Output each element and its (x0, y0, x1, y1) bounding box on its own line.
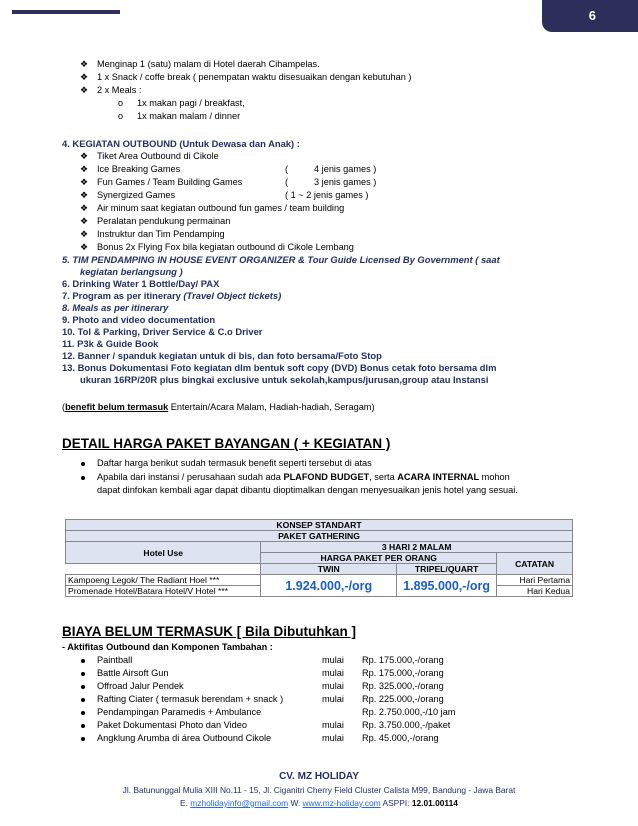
outbound-detail: 4 jenis games ) (314, 164, 377, 174)
detail-bullet-cont: dapat dinfokan kembali agar dapat dibantu dioptimalkan dengan menyesuaikan jenis hotel yang sesuai. (97, 485, 518, 495)
outbound-item: Peralatan pendukung permainan (97, 216, 231, 226)
outbound-item: Bonus 2x Flying Fox bila kegiatan outbound di Cikole Lembang (97, 242, 354, 252)
outbound-detail: 3 jenis games ) (314, 177, 377, 187)
outbound-title: 4. KEGIATAN OUTBOUND (Untuk Dewasa dan Anak) : (62, 138, 300, 149)
footer-company: CV. MZ HOLIDAY (279, 771, 359, 782)
biaya-item-name: Battle Airsoft Gun (97, 668, 169, 678)
footer-contact: E. mzholidayinfo@gmail.com W. www.mz-holiday.com ASPPI: 12.01.00114 (180, 798, 458, 808)
benefit-item-13: 13. Bonus Dokumentasi Foto kegiatan dlm bentuk soft copy (DVD) Bonus cetak foto bersama dlm (62, 362, 497, 373)
biaya-heading: BIAYA BELUM TERMASUK [ Bila Dibutuhkan ] (62, 624, 357, 639)
meal-item: 2 x Meals : (97, 85, 142, 95)
diamond-bullet-icon: ❖ (80, 190, 89, 200)
biaya-item-name: Paket Dokumentasi Photo dan Video (97, 720, 247, 730)
benefit-item-12: 12. Banner / spanduk kegiatan untuk di bis, dan foto bersama/Foto Stop (62, 350, 382, 361)
table-tripel: TRIPEL/QUART (397, 564, 497, 575)
outbound-item: Ice Breaking Games (97, 164, 181, 174)
footer-address: Jl. Batununggal Mulia XIII No.11 - 15, Jl. Ciganitri Cherry Field Cluster Calista M99, Bandung - Jawa Barat (122, 785, 516, 795)
biaya-item-mulai: mulai (322, 720, 344, 730)
diamond-bullet-icon: ❖ (80, 151, 89, 161)
diamond-bullet-icon: ❖ (80, 164, 89, 174)
table-catatan: CATATAN (497, 553, 573, 575)
detail-bullet: Daftar harga berikut sudah termasuk benefit seperti tersebut di atas (97, 458, 372, 468)
biaya-item-mulai: mulai (322, 694, 344, 704)
dot-bullet-icon (81, 462, 85, 466)
benefit-item-6: 6. Drinking Water 1 Bottle/Day/ PAX (62, 278, 220, 289)
circle-bullet-icon: o (118, 98, 124, 108)
benefit-item-7: 7. Program as per itinerary (Travel Object tickets) (62, 290, 282, 301)
diamond-bullet-icon: ❖ (80, 72, 89, 82)
dot-bullet-icon (81, 685, 85, 689)
table-twin: TWIN (261, 564, 397, 575)
outbound-item: Tiket Area Outbound di Cikole (97, 151, 219, 161)
dot-bullet-icon (81, 659, 85, 663)
diamond-bullet-icon: ❖ (80, 229, 89, 239)
benefit-item-10: 10. Tol & Parking, Driver Service & C.o Driver (62, 326, 263, 337)
dot-bullet-icon (81, 711, 85, 715)
biaya-item-name: Paintball (97, 655, 133, 665)
benefit-item-11: 11. P3k & Guide Book (62, 338, 159, 349)
benefit-note: (benefit belum termasuk Entertain/Acara Malam, Hadiah-hadiah, Seragam) (62, 402, 375, 412)
dot-bullet-icon (81, 724, 85, 728)
table-row (66, 575, 573, 586)
biaya-item-price: Rp. 175.000,-/orang (362, 655, 444, 665)
biaya-subtitle: - Aktifitas Outbound dan Komponen Tambahan : (62, 642, 273, 652)
meal-item: 1 x Snack / coffe break ( penempatan waktu disesuaikan dengan kebutuhan ) (97, 72, 412, 82)
diamond-bullet-icon: ❖ (80, 177, 89, 187)
table-durasi: 3 HARI 2 MALAM (261, 542, 573, 553)
dot-bullet-icon (81, 672, 85, 676)
diamond-bullet-icon: ❖ (80, 85, 89, 95)
biaya-item-name: Rafting Ciater ( termasuk berendam + snack ) (97, 694, 284, 704)
table-konsep: KONSEP STANDART (66, 520, 573, 531)
biaya-item-name: Pendampingan Paramedis + Ambulance (97, 707, 262, 717)
biaya-item-name: Offroad Jalur Pendek (97, 681, 184, 691)
price-table (65, 519, 573, 597)
benefit-item-13-cont: ukuran 16RP/20R plus bingkai exclusive untuk sekolah,kampus/jurusan,group atau Instansi (80, 374, 489, 385)
outbound-item: Synergized Games (97, 190, 176, 200)
outbound-paren: ( (285, 164, 289, 174)
web-link[interactable]: www.mz-holiday.com (302, 798, 381, 808)
biaya-item-price: Rp. 3.750.000,-/paket (362, 720, 451, 730)
biaya-item-mulai: mulai (322, 733, 344, 743)
table-harga-header: HARGA PAKET PER ORANG (261, 553, 497, 564)
diamond-bullet-icon: ❖ (80, 59, 89, 69)
benefit-item-5: 5. TIM PENDAMPING IN HOUSE EVENT ORGANIZER & Tour Guide Licensed By Government ( saat (62, 254, 500, 265)
dot-bullet-icon (81, 698, 85, 702)
diamond-bullet-icon: ❖ (80, 203, 89, 213)
outbound-item: Instruktur dan Tim Pendamping (97, 229, 225, 239)
meal-item: Menginap 1 (satu) malam di Hotel daerah Cihampelas. (97, 59, 320, 69)
diamond-bullet-icon: ❖ (80, 242, 89, 252)
detail-bullet: Apabila dari instansi / perusahaan sudah ada PLAFOND BUDGET, serta ACARA INTERNAL mohon (97, 472, 510, 482)
biaya-item-price: Rp. 175.000,-/orang (362, 668, 444, 678)
biaya-item-price: Rp. 325.000,-/orang (362, 681, 444, 691)
table-hotel-use: Hotel Use (66, 542, 261, 564)
dot-bullet-icon (81, 476, 85, 480)
biaya-item-mulai: mulai (322, 655, 344, 665)
page-number: 6 (542, 0, 638, 32)
outbound-item: Air minum saat kegiatan outbound fun games / team building (97, 203, 345, 213)
row-note: Hari Pertama (497, 575, 573, 586)
tripel-price: 1.895.000,-/org (397, 575, 497, 597)
biaya-item-price: Rp. 225.000,-/orang (362, 694, 444, 704)
biaya-item-price: Rp. 45.000,-/orang (362, 733, 439, 743)
meal-sub-item: 1x makan malam / dinner (137, 111, 241, 121)
biaya-item-mulai: mulai (322, 668, 344, 678)
outbound-paren: ( (285, 177, 289, 187)
benefit-item-8: 8. Meals as per itinerary (62, 302, 169, 313)
outbound-detail: ( 1 ~ 2 jenis games ) (285, 190, 369, 200)
biaya-item-name: Angklung Arumba di área Outbound Cikole (97, 733, 272, 743)
biaya-item-price: Rp. 2.750.000,-/10 jam (362, 707, 456, 717)
biaya-item-mulai: mulai (322, 681, 344, 691)
hotel-name: Kampoeng Legok/ The Radiant Hoel *** (66, 575, 261, 586)
outbound-item: Fun Games / Team Building Games (97, 177, 243, 187)
detail-heading: DETAIL HARGA PAKET BAYANGAN ( + KEGIATAN ) (62, 436, 391, 451)
benefit-item-9: 9. Photo and video documentation (62, 314, 216, 325)
meal-sub-item: 1x makan pagi / breakfast, (137, 98, 245, 108)
dot-bullet-icon (81, 737, 85, 741)
benefit-item-5-cont: kegiatan berlangsung ) (80, 266, 183, 277)
hotel-name: Promenade Hotel/Batara Hotel/V Hotel *** (66, 586, 261, 597)
table-paket: PAKET GATHERING (66, 531, 573, 542)
row-note: Hari Kedua (497, 586, 573, 597)
diamond-bullet-icon: ❖ (80, 216, 89, 226)
header-bar (12, 10, 120, 14)
email-link[interactable]: mzholidayinfo@gmail.com (190, 798, 289, 808)
circle-bullet-icon: o (118, 111, 124, 121)
twin-price: 1.924.000,-/org (261, 575, 397, 597)
